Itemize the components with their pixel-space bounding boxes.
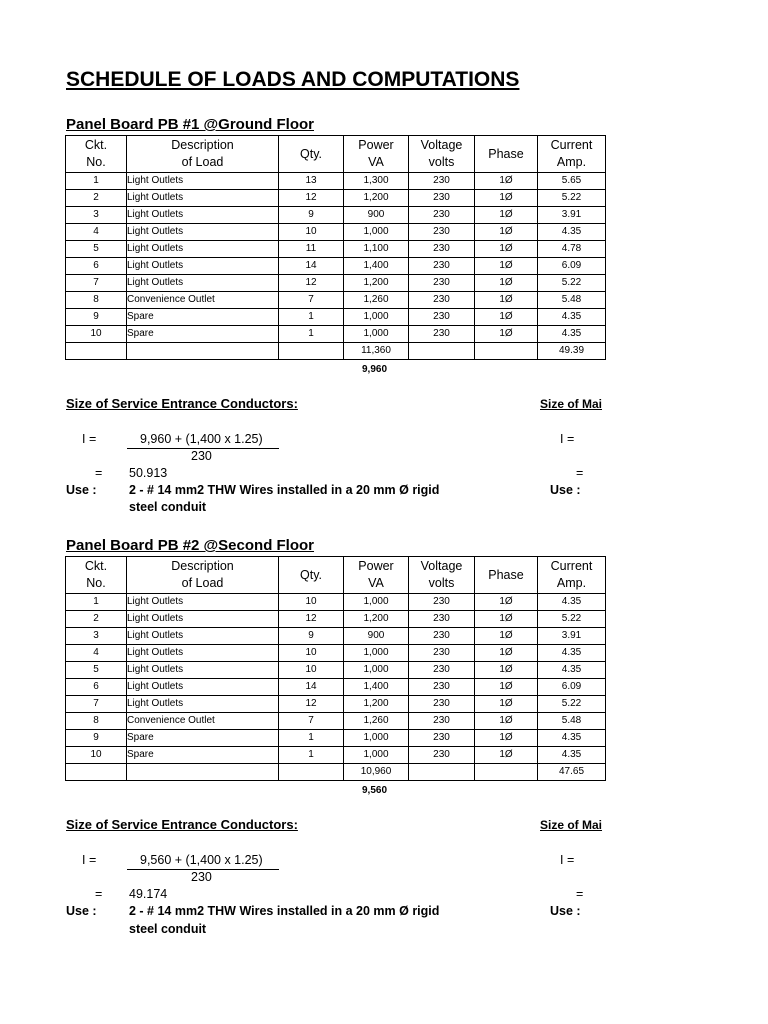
ckt-no-cell: 10 (66, 326, 127, 343)
power-cell: 1,000 (344, 594, 409, 611)
qty-cell: 14 (279, 679, 344, 696)
use-label: Use : (66, 483, 97, 497)
description-cell: Light Outlets (127, 645, 279, 662)
phase-cell: 1Ø (475, 645, 538, 662)
qty-cell: 10 (279, 224, 344, 241)
header-qty: Qty. (279, 557, 344, 594)
total-current: 49.39 (538, 343, 606, 360)
description-cell: Light Outlets (127, 207, 279, 224)
ckt-no-cell: 5 (66, 241, 127, 258)
panel-title: Panel Board PB #2 @Second Floor (66, 537, 315, 554)
formula-numerator: 9,560 + (1,400 x 1.25) (140, 853, 263, 867)
voltage-cell: 230 (409, 207, 475, 224)
subtotal-power: 9,560 (362, 785, 388, 796)
voltage-cell: 230 (409, 292, 475, 309)
voltage-cell: 230 (409, 747, 475, 764)
qty-cell: 10 (279, 594, 344, 611)
ckt-no-cell: 3 (66, 628, 127, 645)
main-size-heading: Size of Mai (540, 818, 603, 832)
header-ckt-no: Ckt. No. (66, 557, 127, 594)
voltage-cell: 230 (409, 662, 475, 679)
phase-cell: 1Ø (475, 241, 538, 258)
voltage-cell: 230 (409, 730, 475, 747)
description-cell: Light Outlets (127, 628, 279, 645)
table-row (66, 713, 606, 730)
main-current-label: I = (560, 853, 575, 867)
qty-cell: 7 (279, 713, 344, 730)
header-description: Description of Load (127, 136, 279, 173)
qty-cell: 10 (279, 645, 344, 662)
table-row (66, 679, 606, 696)
ckt-no-cell: 4 (66, 645, 127, 662)
header-qty: Qty. (279, 136, 344, 173)
table-row (66, 292, 606, 309)
ckt-no-cell: 7 (66, 696, 127, 713)
voltage-cell: 230 (409, 645, 475, 662)
power-cell: 1,260 (344, 292, 409, 309)
current-cell: 4.35 (538, 730, 606, 747)
main-use-label: Use : (550, 483, 581, 497)
current-cell: 4.35 (538, 747, 606, 764)
description-cell: Light Outlets (127, 224, 279, 241)
current-cell: 4.78 (538, 241, 606, 258)
ckt-no-cell: 8 (66, 292, 127, 309)
current-cell: 4.35 (538, 224, 606, 241)
use-label: Use : (66, 904, 97, 918)
qty-cell: 12 (279, 696, 344, 713)
ckt-no-cell: 9 (66, 309, 127, 326)
header-power: Power VA (344, 136, 409, 173)
load-schedule-table (65, 556, 606, 781)
qty-cell: 12 (279, 275, 344, 292)
description-cell: Convenience Outlet (127, 292, 279, 309)
voltage-cell: 230 (409, 309, 475, 326)
current-cell: 5.22 (538, 275, 606, 292)
table-row (66, 326, 606, 343)
description-cell: Light Outlets (127, 679, 279, 696)
voltage-cell: 230 (409, 326, 475, 343)
main-use-label: Use : (550, 904, 581, 918)
phase-cell: 1Ø (475, 190, 538, 207)
header-current: Current Amp. (538, 557, 606, 594)
ckt-no-cell: 6 (66, 258, 127, 275)
current-cell: 4.35 (538, 309, 606, 326)
ckt-no-cell: 9 (66, 730, 127, 747)
current-cell: 5.48 (538, 292, 606, 309)
qty-cell: 1 (279, 747, 344, 764)
panel-title: Panel Board PB #1 @Ground Floor (66, 116, 314, 133)
current-label: I = (82, 853, 97, 867)
voltage-cell: 230 (409, 611, 475, 628)
use-spec-line2: steel conduit (129, 922, 207, 936)
table-row (66, 207, 606, 224)
description-cell: Light Outlets (127, 241, 279, 258)
ckt-no-cell: 6 (66, 679, 127, 696)
table-header-row (66, 136, 606, 173)
ckt-no-cell: 2 (66, 190, 127, 207)
total-power: 11,360 (344, 343, 409, 360)
phase-cell: 1Ø (475, 696, 538, 713)
qty-cell: 9 (279, 628, 344, 645)
voltage-cell: 230 (409, 628, 475, 645)
voltage-cell: 230 (409, 190, 475, 207)
formula-denominator: 230 (191, 449, 212, 463)
subtotal-power: 9,960 (362, 364, 388, 375)
equals-sign: = (95, 887, 103, 901)
phase-cell: 1Ø (475, 258, 538, 275)
current-cell: 5.48 (538, 713, 606, 730)
qty-cell: 9 (279, 207, 344, 224)
current-label: I = (82, 432, 97, 446)
table-row (66, 645, 606, 662)
phase-cell: 1Ø (475, 207, 538, 224)
current-cell: 4.35 (538, 662, 606, 679)
main-equals-sign: = (576, 466, 584, 480)
description-cell: Spare (127, 730, 279, 747)
description-cell: Spare (127, 309, 279, 326)
header-voltage: Voltage volts (409, 557, 475, 594)
voltage-cell: 230 (409, 713, 475, 730)
current-cell: 4.35 (538, 645, 606, 662)
power-cell: 1,200 (344, 275, 409, 292)
qty-cell: 14 (279, 258, 344, 275)
total-current: 47.65 (538, 764, 606, 781)
description-cell: Light Outlets (127, 190, 279, 207)
power-cell: 1,100 (344, 241, 409, 258)
description-cell: Light Outlets (127, 275, 279, 292)
description-cell: Light Outlets (127, 258, 279, 275)
total-row (66, 343, 606, 360)
phase-cell: 1Ø (475, 747, 538, 764)
service-entrance-heading: Size of Service Entrance Conductors: (66, 817, 298, 832)
service-entrance-heading: Size of Service Entrance Conductors: (66, 396, 298, 411)
load-schedule-table (65, 135, 606, 360)
table-row (66, 258, 606, 275)
table-row (66, 173, 606, 190)
power-cell: 1,000 (344, 747, 409, 764)
header-power: Power VA (344, 557, 409, 594)
phase-cell: 1Ø (475, 594, 538, 611)
current-cell: 4.35 (538, 594, 606, 611)
power-cell: 900 (344, 628, 409, 645)
description-cell: Spare (127, 326, 279, 343)
phase-cell: 1Ø (475, 679, 538, 696)
current-cell: 6.09 (538, 258, 606, 275)
power-cell: 1,000 (344, 730, 409, 747)
description-cell: Light Outlets (127, 611, 279, 628)
phase-cell: 1Ø (475, 173, 538, 190)
use-spec-line1: 2 - # 14 mm2 THW Wires installed in a 20 mm Ø rigid (129, 483, 440, 497)
equals-sign: = (95, 466, 103, 480)
formula-numerator: 9,960 + (1,400 x 1.25) (140, 432, 263, 446)
table-row (66, 224, 606, 241)
description-cell: Light Outlets (127, 594, 279, 611)
phase-cell: 1Ø (475, 224, 538, 241)
voltage-cell: 230 (409, 679, 475, 696)
ckt-no-cell: 8 (66, 713, 127, 730)
phase-cell: 1Ø (475, 713, 538, 730)
header-phase: Phase (475, 557, 538, 594)
voltage-cell: 230 (409, 173, 475, 190)
phase-cell: 1Ø (475, 275, 538, 292)
power-cell: 1,400 (344, 679, 409, 696)
table-row (66, 696, 606, 713)
table-row (66, 594, 606, 611)
qty-cell: 7 (279, 292, 344, 309)
table-row (66, 275, 606, 292)
power-cell: 1,200 (344, 611, 409, 628)
phase-cell: 1Ø (475, 611, 538, 628)
description-cell: Spare (127, 747, 279, 764)
use-spec-line1: 2 - # 14 mm2 THW Wires installed in a 20 mm Ø rigid (129, 904, 440, 918)
description-cell: Convenience Outlet (127, 713, 279, 730)
qty-cell: 1 (279, 326, 344, 343)
header-ckt-no: Ckt. No. (66, 136, 127, 173)
power-cell: 1,000 (344, 662, 409, 679)
ckt-no-cell: 5 (66, 662, 127, 679)
current-cell: 5.22 (538, 611, 606, 628)
current-cell: 3.91 (538, 207, 606, 224)
ckt-no-cell: 10 (66, 747, 127, 764)
phase-cell: 1Ø (475, 730, 538, 747)
qty-cell: 10 (279, 662, 344, 679)
ckt-no-cell: 4 (66, 224, 127, 241)
table-header-row (66, 557, 606, 594)
voltage-cell: 230 (409, 696, 475, 713)
total-row (66, 764, 606, 781)
phase-cell: 1Ø (475, 309, 538, 326)
qty-cell: 12 (279, 190, 344, 207)
table-row (66, 241, 606, 258)
current-result: 49.174 (129, 887, 168, 901)
qty-cell: 1 (279, 730, 344, 747)
voltage-cell: 230 (409, 258, 475, 275)
header-phase: Phase (475, 136, 538, 173)
voltage-cell: 230 (409, 275, 475, 292)
qty-cell: 12 (279, 611, 344, 628)
current-cell: 5.65 (538, 173, 606, 190)
use-spec-line2: steel conduit (129, 500, 207, 514)
qty-cell: 1 (279, 309, 344, 326)
phase-cell: 1Ø (475, 628, 538, 645)
power-cell: 1,200 (344, 696, 409, 713)
formula-denominator: 230 (191, 870, 212, 884)
qty-cell: 13 (279, 173, 344, 190)
current-cell: 6.09 (538, 679, 606, 696)
ckt-no-cell: 7 (66, 275, 127, 292)
ckt-no-cell: 1 (66, 594, 127, 611)
current-cell: 5.22 (538, 190, 606, 207)
power-cell: 1,260 (344, 713, 409, 730)
table-row (66, 190, 606, 207)
header-voltage: Voltage volts (409, 136, 475, 173)
table-row (66, 611, 606, 628)
header-current: Current Amp. (538, 136, 606, 173)
description-cell: Light Outlets (127, 662, 279, 679)
voltage-cell: 230 (409, 594, 475, 611)
main-size-heading: Size of Mai (540, 397, 603, 411)
phase-cell: 1Ø (475, 292, 538, 309)
power-cell: 1,400 (344, 258, 409, 275)
power-cell: 1,000 (344, 326, 409, 343)
power-cell: 1,300 (344, 173, 409, 190)
main-current-label: I = (560, 432, 575, 446)
power-cell: 1,000 (344, 645, 409, 662)
description-cell: Light Outlets (127, 173, 279, 190)
table-row (66, 628, 606, 645)
main-equals-sign: = (576, 887, 584, 901)
header-description: Description of Load (127, 557, 279, 594)
total-power: 10,960 (344, 764, 409, 781)
ckt-no-cell: 2 (66, 611, 127, 628)
ckt-no-cell: 1 (66, 173, 127, 190)
power-cell: 1,000 (344, 224, 409, 241)
phase-cell: 1Ø (475, 662, 538, 679)
phase-cell: 1Ø (475, 326, 538, 343)
description-cell: Light Outlets (127, 696, 279, 713)
power-cell: 1,000 (344, 309, 409, 326)
current-cell: 4.35 (538, 326, 606, 343)
current-cell: 5.22 (538, 696, 606, 713)
table-row (66, 730, 606, 747)
ckt-no-cell: 3 (66, 207, 127, 224)
power-cell: 1,200 (344, 190, 409, 207)
qty-cell: 11 (279, 241, 344, 258)
table-row (66, 662, 606, 679)
voltage-cell: 230 (409, 241, 475, 258)
voltage-cell: 230 (409, 224, 475, 241)
document-title: SCHEDULE OF LOADS AND COMPUTATIONS (66, 68, 520, 91)
current-result: 50.913 (129, 466, 168, 480)
current-cell: 3.91 (538, 628, 606, 645)
table-row (66, 309, 606, 326)
power-cell: 900 (344, 207, 409, 224)
table-row (66, 747, 606, 764)
